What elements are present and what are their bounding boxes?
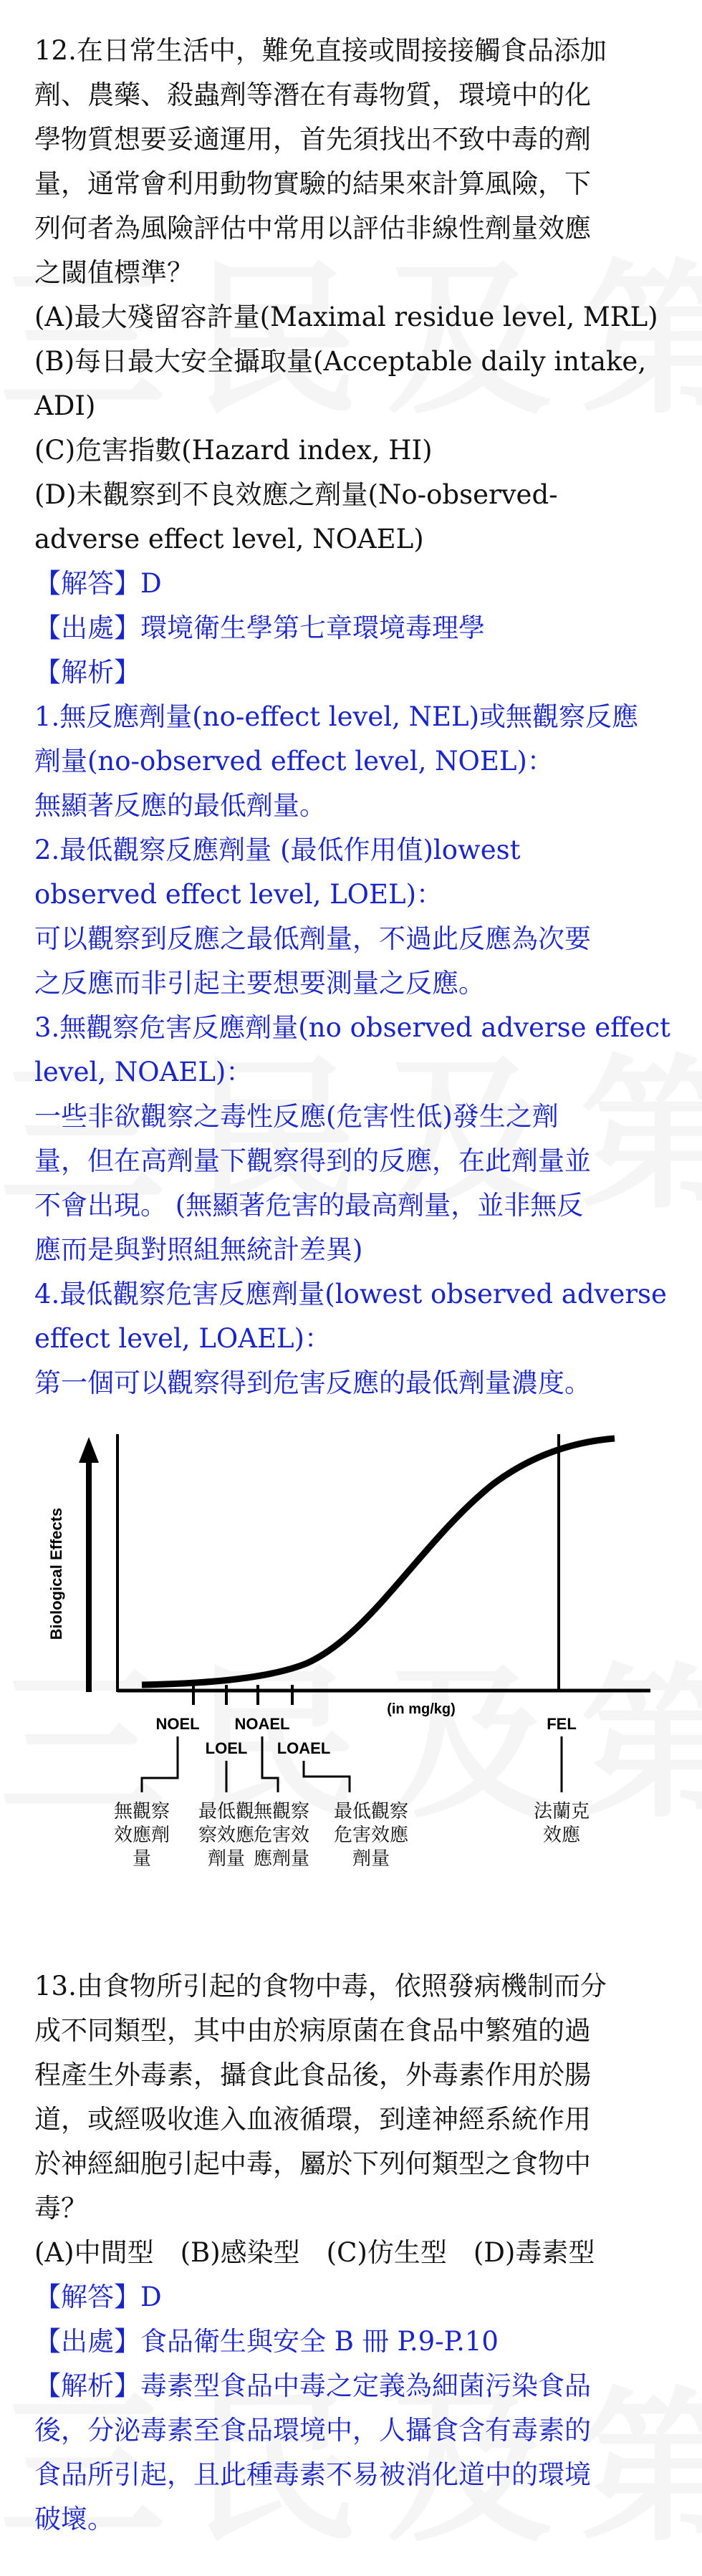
noel-caption-line: 無觀察	[113, 1801, 170, 1822]
question-stem-line: 於神經細胞引起中毒，屬於下列何類型之食物中	[34, 2148, 591, 2179]
analysis-line: 一些非欲觀察之毒性反應(危害性低)發生之劑	[34, 1101, 559, 1132]
dose-response-figure	[34, 1420, 665, 1921]
question-stem-line: 12.在日常生活中，難免直接或間接接觸食品添加	[34, 35, 607, 66]
noel-label: NOEL	[155, 1715, 200, 1733]
analysis-line: level, NOAEL)：	[34, 1057, 253, 1087]
source: 【出處】環境衛生學第七章環境毒理學	[34, 612, 485, 643]
option-b: (B)每日最大安全攝取量(Acceptable daily intake,	[34, 346, 647, 377]
analysis-line: 第一個可以觀察得到危害反應的最低劑量濃度。	[34, 1368, 591, 1398]
option-d-continued: adverse effect level, NOAEL)	[34, 524, 424, 554]
noel-caption-line: 效應劑	[113, 1825, 170, 1846]
noael-caption-line: 無觀察	[253, 1801, 310, 1822]
question-stem-line: 毒？	[34, 2193, 87, 2224]
loael-caption-line: 劑量	[352, 1848, 390, 1870]
option-a: (A)最大殘留容許量(Maximal residue level, MRL)	[34, 302, 658, 332]
noel-caption-line: 量	[132, 1848, 152, 1870]
option-b-continued: ADI)	[34, 390, 96, 421]
question-stem-line: 劑、農藥、殺蟲劑等潛在有毒物質，環境中的化	[34, 80, 591, 110]
y-axis-label: Biological Effects	[47, 1507, 65, 1640]
analysis-text: 毒素型食品中毒之定義為細菌污染食品	[140, 2370, 591, 2401]
loael-connector	[304, 1761, 350, 1792]
analysis-line	[34, 2364, 665, 2408]
analysis-line: 2.最低觀察反應劑量 (最低作用值)lowest	[34, 835, 521, 865]
loael-caption-line: 危害效應	[333, 1825, 409, 1846]
analysis-line: 量，但在高劑量下觀察得到的反應，在此劑量並	[34, 1145, 591, 1176]
document-body	[34, 29, 670, 2542]
question-stem-line: 量，通常會利用動物實驗的結果來計算風險，下	[34, 168, 591, 199]
question-13	[34, 1964, 665, 2542]
question-stem-line: 13.由食物所引起的食物中毒，依照發病機制而分	[34, 1971, 607, 2001]
source: 【出處】食品衛生與安全 B 冊 P.9-P.10	[34, 2326, 499, 2357]
dose-response-curve	[142, 1438, 615, 1685]
y-axis-arrow	[79, 1437, 99, 1463]
analysis-line: 後，分泌毒素至食品環境中，人攝食含有毒素的	[34, 2415, 591, 2446]
loel-caption-line: 最低觀	[198, 1801, 255, 1822]
noael-caption-line: 應劑量	[253, 1848, 310, 1870]
question-stem-line: 之閾值標準？	[34, 257, 193, 288]
question-stem-line: 道，或經吸收進入血液循環，到達神經系統作用	[34, 2104, 591, 2135]
analysis-label: 【解析】	[34, 2370, 140, 2401]
analysis-line: 應而是與對照組無統計差異)	[34, 1234, 363, 1265]
analysis-line: 3.無觀察危害反應劑量(no observed adverse effect	[34, 1012, 670, 1043]
question-12	[34, 29, 670, 1405]
loel-label: LOEL	[205, 1739, 248, 1757]
analysis-line: 破壞。	[34, 2504, 114, 2534]
analysis-line: 1.無反應劑量(no-effect level, NEL)或無觀察反應	[34, 701, 639, 732]
analysis-line: 之反應而非引起主要想要測量之反應。	[34, 968, 485, 999]
loel-caption-line: 察效應	[198, 1825, 255, 1846]
fel-caption-line: 法蘭克	[533, 1801, 590, 1822]
question-stem-line: 學物質想要妥適運用，首先須找出不致中毒的劑	[34, 124, 591, 155]
answer: 【解答】D	[34, 2282, 162, 2312]
options-row: (A)中間型 (B)感染型 (C)仿生型 (D)毒素型	[34, 2237, 595, 2268]
x-unit-label: (in mg/kg)	[387, 1701, 456, 1717]
option-d: (D)未觀察到不良效應之劑量(No-observed-	[34, 479, 558, 510]
analysis-line: effect level, LOAEL)：	[34, 1323, 331, 1354]
analysis-line: 劑量(no-observed effect level, NOEL)：	[34, 746, 554, 777]
analysis-line: 無顯著反應的最低劑量。	[34, 790, 326, 821]
dose-response-diagram	[34, 1420, 665, 1921]
noael-connector	[262, 1736, 278, 1792]
analysis-line: 4.最低觀察危害反應劑量(lowest observed adverse	[34, 1279, 667, 1309]
noael-label: NOAEL	[234, 1715, 290, 1733]
noel-connector	[142, 1736, 178, 1792]
analysis-line: 食品所引起，且此種毒素不易被消化道中的環境	[34, 2459, 591, 2490]
question-stem-line: 程產生外毒素，攝食此食品後，外毒素作用於腸	[34, 2060, 591, 2090]
analysis-line: observed effect level, LOEL)：	[34, 879, 443, 910]
fel-label: FEL	[547, 1715, 577, 1733]
question-stem-line: 列何者為風險評估中常用以評估非線性劑量效應	[34, 213, 591, 244]
question-stem-line: 成不同類型，其中由於病原菌在食品中繁殖的過	[34, 2015, 591, 2046]
loael-label: LOAEL	[277, 1739, 331, 1757]
analysis-line: 可以觀察到反應之最低劑量，不過此反應為次要	[34, 923, 591, 954]
loael-caption-line: 最低觀察	[333, 1801, 409, 1822]
analysis-line: 不會出現。 (無顯著危害的最高劑量，並非無反	[34, 1190, 584, 1221]
analysis-label: 【解析】	[34, 657, 140, 688]
fel-caption-line: 效應	[542, 1825, 581, 1846]
option-c: (C)危害指數(Hazard index, HI)	[34, 435, 433, 466]
noael-caption-line: 危害效	[253, 1825, 310, 1846]
loel-caption-line: 劑量	[207, 1848, 246, 1870]
answer: 【解答】D	[34, 568, 162, 599]
